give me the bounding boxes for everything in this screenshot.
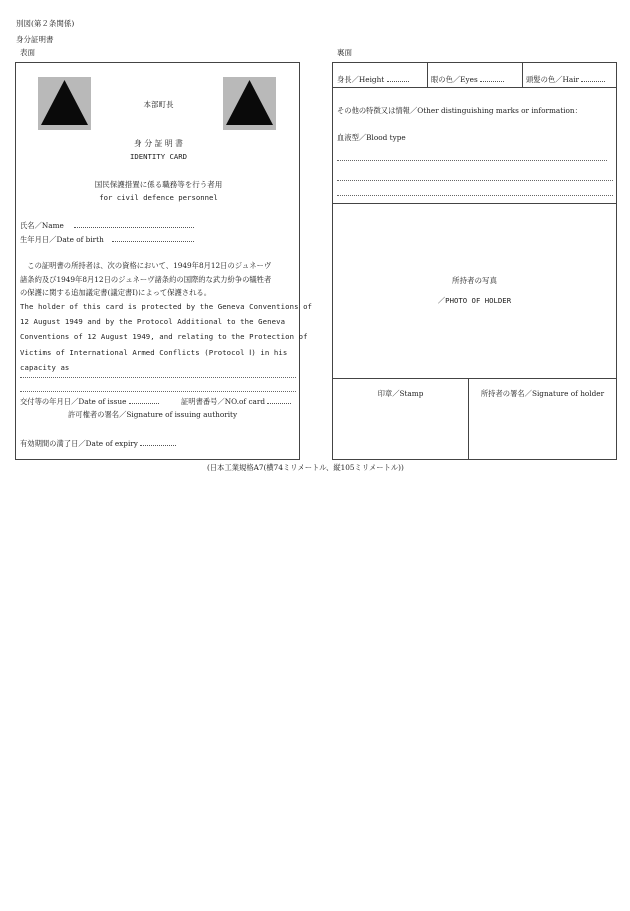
- card-title-ja: 身 分 証 明 書: [134, 139, 183, 148]
- statement-ja: [20, 259, 298, 300]
- card-number-blank: [267, 396, 291, 404]
- divider: [427, 63, 428, 87]
- height-label: 身長／Height: [337, 75, 385, 84]
- front-card: [15, 62, 313, 460]
- blood-type-label: 血液型／Blood type: [337, 133, 406, 142]
- dob-field: [20, 234, 194, 245]
- dob-label: 生年月日／Date of birth: [20, 235, 104, 244]
- purpose-ja: 国民保護措置に係る職務等を行う者用: [94, 180, 223, 189]
- capacity-blank-line: [20, 391, 296, 392]
- photo-label-en: ／PHOTO OF HOLDER: [437, 296, 512, 305]
- card-number-label: 証明書番号／NO.of card: [181, 397, 266, 406]
- capacity-blank-line: [20, 377, 296, 378]
- issue-date-label: 交付等の年月日／Date of issue: [20, 397, 127, 406]
- statement-en-line: Victims of International Armed Conflicts (Protocol Ⅰ) in his: [20, 347, 288, 357]
- info-blank-line: [337, 180, 613, 181]
- statement-ja-line: この証明書の所持者は、次の資格において、1949年8月12日のジュネーヴ: [20, 261, 272, 270]
- name-blank: [74, 220, 194, 228]
- hair-field: [526, 74, 605, 85]
- document-title: 身分証明書: [16, 35, 54, 44]
- expiry-label: 有効期間の満了日／Date of expiry: [20, 439, 138, 448]
- dob-blank: [112, 234, 194, 242]
- eyes-field: [431, 74, 504, 85]
- divider: [333, 203, 616, 204]
- height-blank: [387, 74, 409, 82]
- statement-en-line: The holder of this card is protected by the Geneva Conventions of: [20, 302, 313, 311]
- card-title-en: IDENTITY CARD: [129, 152, 188, 161]
- card-number-field: [181, 396, 291, 407]
- statement-ja-line: の保護に関する追加議定書(議定書Ⅰ)によって保護される。: [20, 288, 211, 297]
- divider: [333, 87, 616, 88]
- back-card: [332, 62, 617, 460]
- height-field: [337, 74, 409, 85]
- divider: [522, 63, 523, 87]
- statement-en: [20, 299, 313, 375]
- issue-date-field: [20, 396, 159, 407]
- issuer-signature-label: 許可権者の署名／Signature of issuing authority: [68, 410, 238, 419]
- appendix-label: 別図(第２条関係): [16, 19, 75, 28]
- stamp-label: 印章／Stamp: [377, 389, 424, 398]
- name-label: 氏名／Name: [20, 221, 64, 230]
- distinguishing-marks-label: その他の特徴又は情報／Other distinguishing marks or information：: [337, 106, 582, 115]
- expiry-blank: [140, 438, 176, 446]
- hair-label: 頭髪の色／Hair: [526, 75, 580, 84]
- issue-date-blank: [129, 396, 159, 404]
- expiry-field: [20, 438, 176, 449]
- holder-signature-label: 所持者の署名／Signature of holder: [480, 389, 605, 398]
- size-note: (日本工業規格A7(横74ミリメートル、縦105ミリメートル)): [207, 463, 404, 472]
- eyes-blank: [480, 74, 504, 82]
- statement-en-line: Conventions of 12 August 1949, and relating to the Protection of: [20, 332, 308, 342]
- front-side-label: 表面: [20, 48, 35, 57]
- name-field: [20, 220, 194, 231]
- photo-label-ja: 所持者の写真: [452, 276, 497, 285]
- statement-en-line: 12 August 1949 and by the Protocol Additional to the Geneva: [20, 317, 286, 327]
- hair-blank: [581, 74, 605, 82]
- eyes-label: 眼の色／Eyes: [431, 75, 478, 84]
- statement-en-line: capacity as: [20, 362, 70, 372]
- issuing-authority-title: 本部町長: [143, 100, 174, 109]
- purpose-en: for civil defence personnel: [99, 193, 218, 202]
- divider: [333, 378, 616, 379]
- back-side-label: 裏面: [337, 48, 352, 57]
- info-blank-line: [337, 160, 607, 161]
- statement-ja-line: 諸条約及び1949年8月12日のジュネーヴ諸条約の国際的な武力紛争の犠牲者: [20, 274, 272, 284]
- info-blank-line: [337, 195, 613, 196]
